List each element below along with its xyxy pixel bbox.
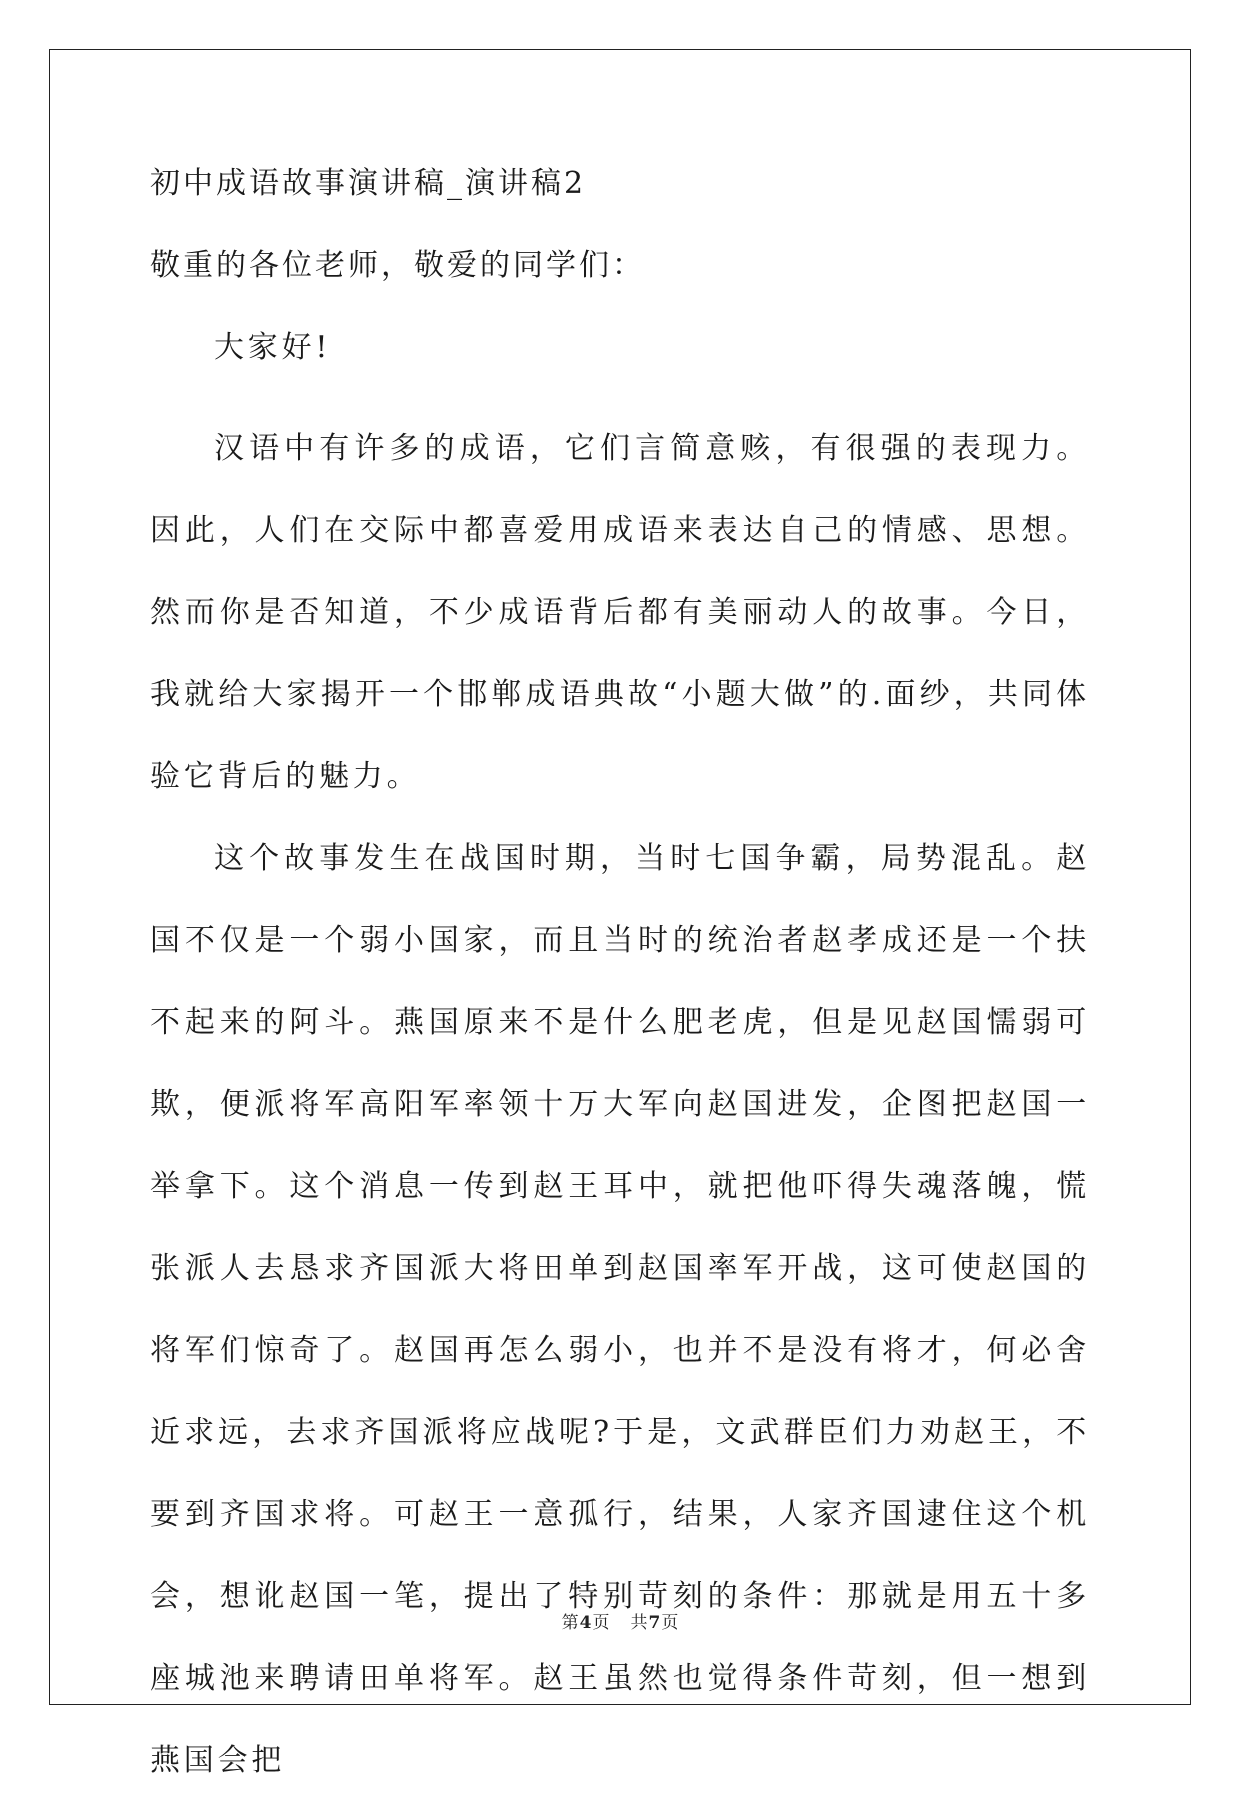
document-title: 初中成语故事演讲稿_演讲稿2 — [150, 166, 587, 201]
total-prefix: 共 — [630, 1613, 649, 1633]
document-body — [150, 162, 1090, 1802]
total-suffix: 页 — [661, 1613, 680, 1633]
page-number: 4 — [579, 1613, 593, 1633]
paragraph-intro: 汉语中有许多的成语，它们言简意赅，有很强的表现力。因此，人们在交际中都喜爱用成语来表达自己的情感、思想。然而你是否知道，不少成语背后都有美丽动人的故事。今日，我就给大家揭开一个邯郸成语典故“小题大做”的.面纱，共同体验它背后的魅力。 — [150, 431, 1090, 794]
paragraph-story: 这个故事发生在战国时期，当时七国争霸，局势混乱。赵国不仅是一个弱小国家，而且当时的统治者赵孝成还是一个扶不起来的阿斗。燕国原来不是什么肥老虎，但是见赵国懦弱可欺，便派将军高阳军率领十万大军向赵国进发，企图把赵国一举拿下。这个消息一传到赵王耳中，就把他吓得失魂落魄，慌张派人去恳求齐国派大将田单到赵国率军开战，这可使赵国的将军们惊奇了。赵国再怎么弱小，也并不是没有将才，何必舍近求远，去求齐国派将应战呢?于是，文武群臣们力劝赵王，不要到齐国求将。可赵王一意孤行，结果，人家齐国逮住这个机会，想讹赵国一笔，提出了特别苛刻的条件：那就是用五十多座城池来聘请田单将军。赵王虽然也觉得条件苛刻，但一想到燕国会把 — [150, 841, 1090, 1778]
page-total: 7 — [648, 1613, 662, 1633]
salutation: 敬重的各位老师，敬爱的同学们： — [150, 248, 645, 283]
page-prefix: 第 — [561, 1613, 580, 1633]
page-footer — [0, 1608, 1241, 1633]
page-suffix: 页 — [592, 1613, 611, 1633]
paragraph-greeting: 大家好! — [214, 330, 332, 365]
